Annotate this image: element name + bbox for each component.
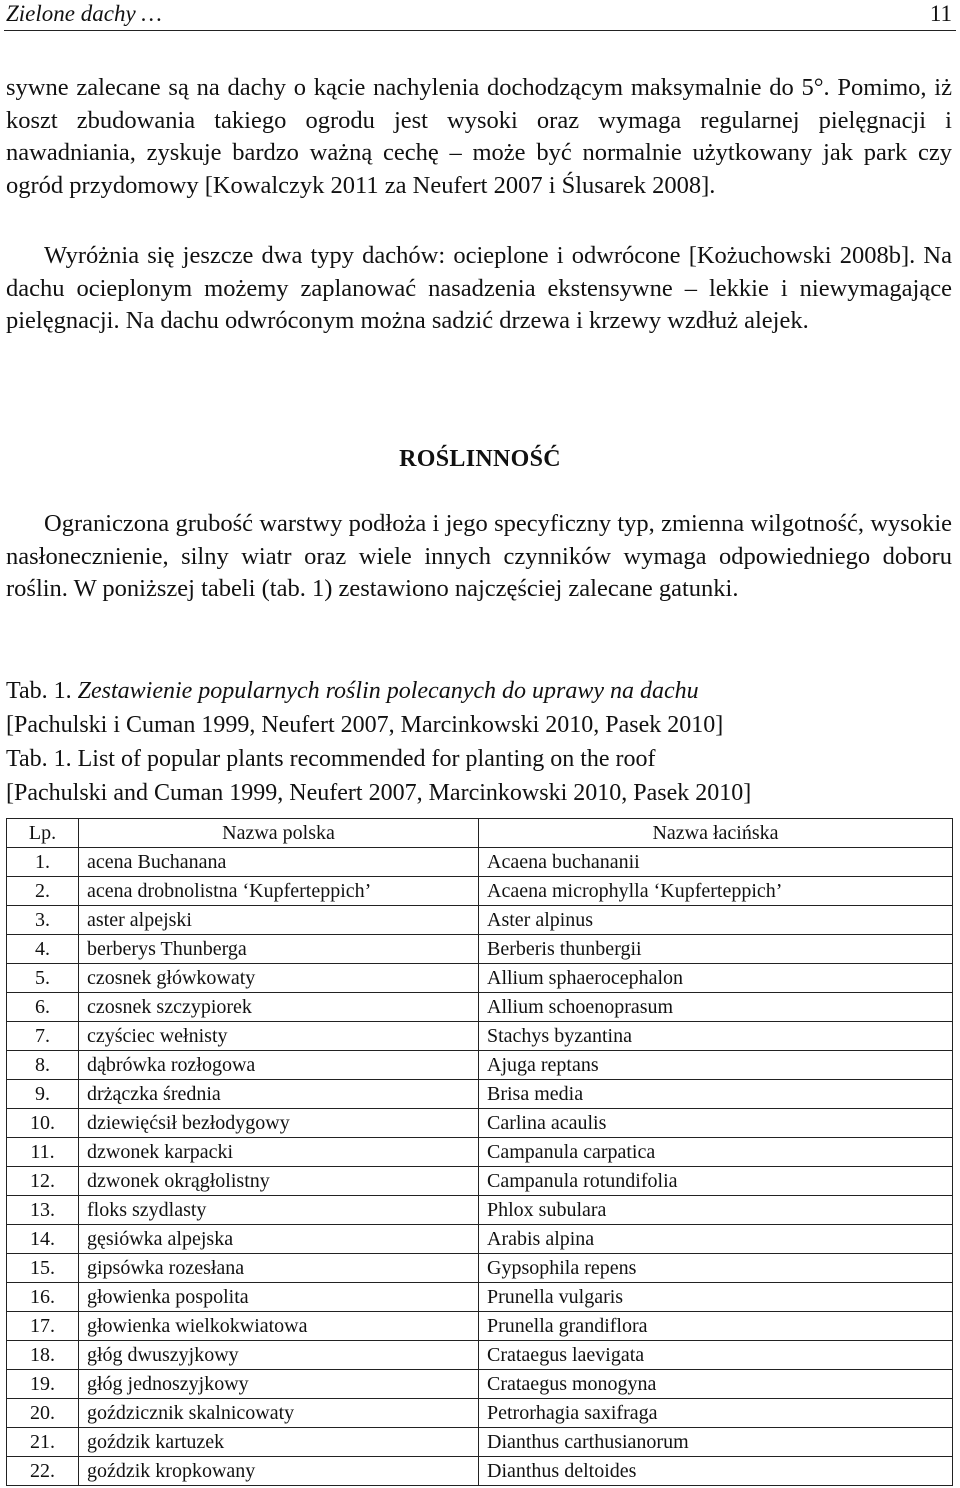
page-number: 11 <box>929 1 952 26</box>
caption-title-pl: Zestawienie popularnych roślin polecanych do uprawy na dachu <box>77 678 699 704</box>
header-polish-name: Nazwa polska <box>79 819 479 848</box>
polish-name: berberys Thunberga <box>79 935 479 964</box>
table-row <box>7 1022 953 1051</box>
latin-name: Dianthus carthusianorum <box>479 1428 953 1457</box>
row-number: 13. <box>7 1196 79 1225</box>
table-row <box>7 1138 953 1167</box>
row-number: 18. <box>7 1341 79 1370</box>
latin-name: Campanula rotundifolia <box>479 1167 953 1196</box>
table-row <box>7 906 953 935</box>
polish-name: dzwonek karpacki <box>79 1138 479 1167</box>
latin-name: Campanula carpatica <box>479 1138 953 1167</box>
table-row <box>7 1399 953 1428</box>
table-row <box>7 1457 953 1486</box>
polish-name: dziewięćsił bezłodygowy <box>79 1109 479 1138</box>
row-number: 6. <box>7 993 79 1022</box>
section-paragraph: Ograniczona grubość warstwy podłoża i jego specyficzny typ, zmienna wilgotność, wysokie nasłonecznienie, silny wiatr oraz wiele innych czynników wymaga odpowiedniego doboru roślin. W poniższej tabeli (tab. 1) zestawiono najczęściej zalecane gatunki. <box>6 510 952 603</box>
latin-name: Phlox subulara <box>479 1196 953 1225</box>
table-row <box>7 1109 953 1138</box>
row-number: 9. <box>7 1080 79 1109</box>
row-number: 12. <box>7 1167 79 1196</box>
latin-name: Stachys byzantina <box>479 1022 953 1051</box>
polish-name: głowienka wielkokwiatowa <box>79 1312 479 1341</box>
polish-name: gęsiówka alpejska <box>79 1225 479 1254</box>
latin-name: Allium sphaerocephalon <box>479 964 953 993</box>
row-number: 5. <box>7 964 79 993</box>
table-row <box>7 1341 953 1370</box>
table-row <box>7 1196 953 1225</box>
caption-sources-en: [Pachulski and Cuman 1999, Neufert 2007, Marcinkowski 2010, Pasek 2010] <box>6 780 752 806</box>
polish-name: czosnek główkowaty <box>79 964 479 993</box>
header-lp: Lp. <box>7 819 79 848</box>
body-paragraph-1: sywne zalecane są na dachy o kącie nachylenia dochodzącym maksymalnie do 5°. Pomimo, iż koszt zbudowania takiego ogrodu jest wysoki oraz wymaga regularnej pielęgnacji i nawadniania, zyskuje bardzo ważną cechę – może być normalnie użytkowany jak park czy ogród przydomowy [Kowalczyk 2011 za Neufert 2007 i Ślusarek 2008]. <box>6 74 952 199</box>
table-row <box>7 993 953 1022</box>
polish-name: głóg dwuszyjkowy <box>79 1341 479 1370</box>
table-row <box>7 1283 953 1312</box>
latin-name: Arabis alpina <box>479 1225 953 1254</box>
latin-name: Prunella vulgaris <box>479 1283 953 1312</box>
row-number: 15. <box>7 1254 79 1283</box>
polish-name: goździk kartuzek <box>79 1428 479 1457</box>
polish-name: głowienka pospolita <box>79 1283 479 1312</box>
polish-name: drżączka średnia <box>79 1080 479 1109</box>
row-number: 19. <box>7 1370 79 1399</box>
row-number: 20. <box>7 1399 79 1428</box>
table-row <box>7 1051 953 1080</box>
polish-name: czosnek szczypiorek <box>79 993 479 1022</box>
polish-name: acena Buchanana <box>79 848 479 877</box>
latin-name: Crataegus monogyna <box>479 1370 953 1399</box>
table-body <box>7 848 953 1486</box>
row-number: 8. <box>7 1051 79 1080</box>
table-row <box>7 1254 953 1283</box>
table-header-row <box>7 819 953 848</box>
row-number: 10. <box>7 1109 79 1138</box>
caption-label-en: Tab. 1. <box>6 746 78 772</box>
latin-name: Brisa media <box>479 1080 953 1109</box>
header-latin-name: Nazwa łacińska <box>479 819 953 848</box>
polish-name: czyściec wełnisty <box>79 1022 479 1051</box>
polish-name: dzwonek okrągłolistny <box>79 1167 479 1196</box>
polish-name: dąbrówka rozłogowa <box>79 1051 479 1080</box>
polish-name: floks szydlasty <box>79 1196 479 1225</box>
caption-sources-pl: [Pachulski i Cuman 1999, Neufert 2007, Marcinkowski 2010, Pasek 2010] <box>6 712 724 738</box>
table-row <box>7 848 953 877</box>
latin-name: Prunella grandiflora <box>479 1312 953 1341</box>
latin-name: Carlina acaulis <box>479 1109 953 1138</box>
table-row <box>7 935 953 964</box>
latin-name: Aster alpinus <box>479 906 953 935</box>
caption-english <box>6 742 954 776</box>
table-row <box>7 1080 953 1109</box>
row-number: 14. <box>7 1225 79 1254</box>
row-number: 21. <box>7 1428 79 1457</box>
table-row <box>7 1225 953 1254</box>
caption-title-en: List of popular plants recommended for planting on the roof <box>77 746 656 772</box>
table-row <box>7 1428 953 1457</box>
plants-table <box>6 818 953 1486</box>
latin-name: Acaena buchananii <box>479 848 953 877</box>
section-heading: ROŚLINNOŚĆ <box>399 446 561 472</box>
polish-name: goździk kropkowany <box>79 1457 479 1486</box>
latin-name: Berberis thunbergii <box>479 935 953 964</box>
running-title: Zielone dachy … <box>6 1 162 26</box>
running-header <box>4 0 956 31</box>
caption-polish <box>6 674 954 708</box>
row-number: 1. <box>7 848 79 877</box>
row-number: 16. <box>7 1283 79 1312</box>
polish-name: aster alpejski <box>79 906 479 935</box>
table-row <box>7 964 953 993</box>
latin-name: Allium schoenoprasum <box>479 993 953 1022</box>
table-row <box>7 1312 953 1341</box>
caption-label-pl: Tab. 1. <box>6 678 78 704</box>
table-row <box>7 1370 953 1399</box>
latin-name: Crataegus laevigata <box>479 1341 953 1370</box>
latin-name: Gypsophila repens <box>479 1254 953 1283</box>
row-number: 11. <box>7 1138 79 1167</box>
latin-name: Ajuga reptans <box>479 1051 953 1080</box>
polish-name: głóg jednoszyjkowy <box>79 1370 479 1399</box>
row-number: 7. <box>7 1022 79 1051</box>
table-row <box>7 1167 953 1196</box>
polish-name: acena drobnolistna ‘Kupferteppich’ <box>79 877 479 906</box>
body-paragraph-2: Wyróżnia się jeszcze dwa typy dachów: ocieplone i odwrócone [Kożuchowski 2008b]. Na dachu ocieplonym możemy zaplanować nasadzenia ekstensywne – lekkie i niewymagające pielęgnacji. Na dachu odwróconym można sadzić drzewa i krzewy wzdłuż alejek. <box>6 242 952 335</box>
latin-name: Dianthus deltoides <box>479 1457 953 1486</box>
row-number: 17. <box>7 1312 79 1341</box>
table-caption <box>6 674 954 810</box>
polish-name: gipsówka rozesłana <box>79 1254 479 1283</box>
row-number: 22. <box>7 1457 79 1486</box>
latin-name: Acaena microphylla ‘Kupferteppich’ <box>479 877 953 906</box>
row-number: 2. <box>7 877 79 906</box>
row-number: 4. <box>7 935 79 964</box>
polish-name: goździcznik skalnicowaty <box>79 1399 479 1428</box>
table-row <box>7 877 953 906</box>
latin-name: Petrorhagia saxifraga <box>479 1399 953 1428</box>
row-number: 3. <box>7 906 79 935</box>
